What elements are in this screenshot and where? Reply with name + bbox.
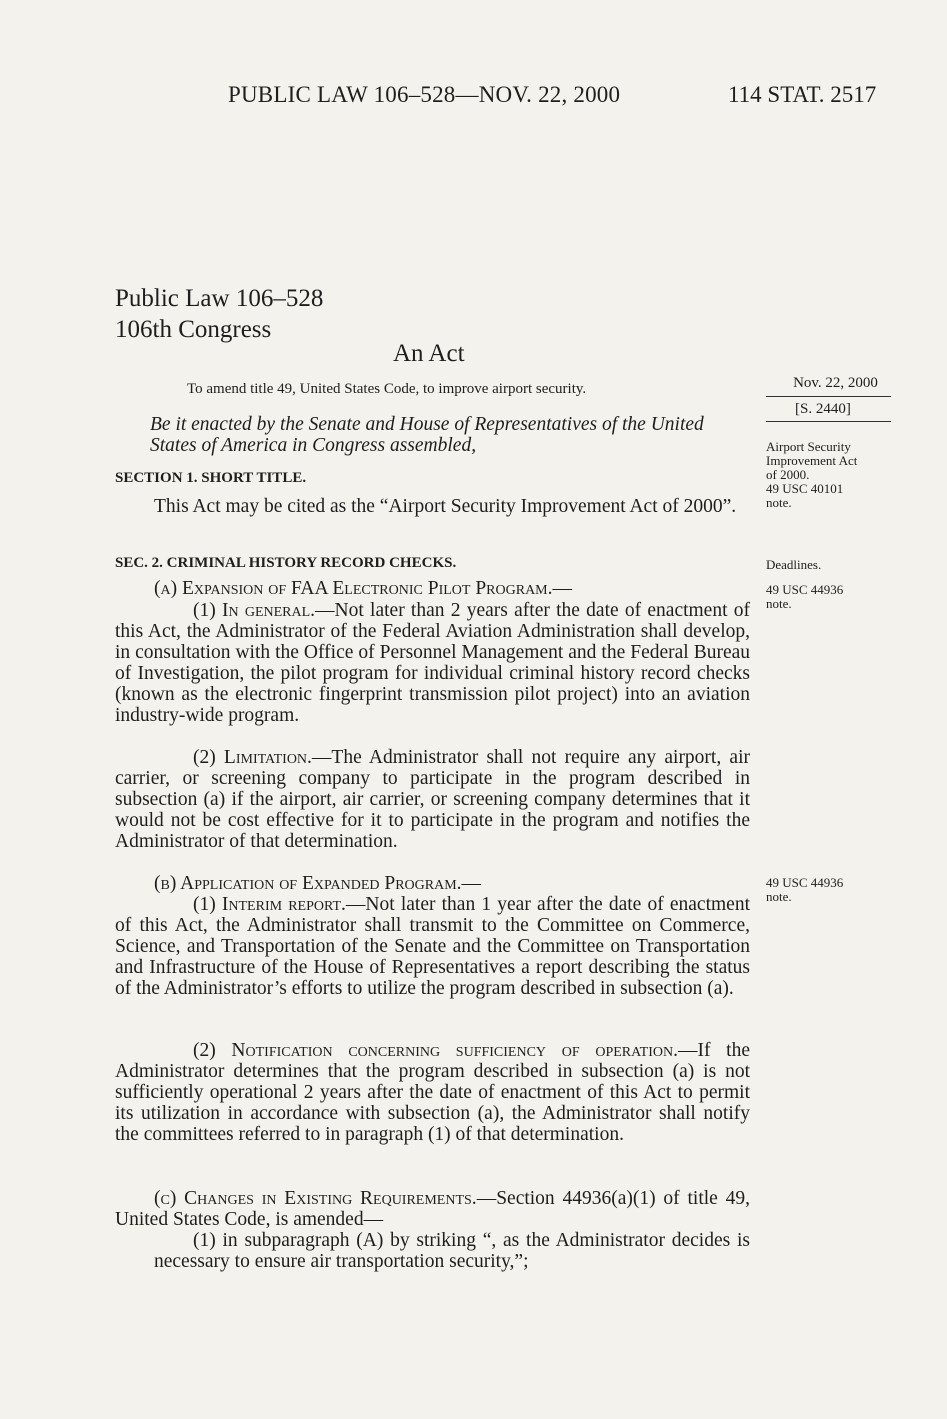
subsection-c-paragraph-1: (1) in subparagraph (A) by striking “, as the Administrator decides is necessary to ensure air transportation security,”;	[154, 1230, 750, 1272]
subsection-c-text: —Section 44936(a)(1) of title 49, United States Code, is amended—	[115, 1188, 750, 1230]
margin-note-line: of 2000.	[766, 467, 810, 482]
public-law-number: Public Law 106–528	[115, 285, 324, 312]
margin-note-line: 49 USC 44936	[766, 582, 844, 597]
deadlines-margin-note: Deadlines.	[766, 557, 822, 572]
subsection-c	[115, 1188, 750, 1230]
paragraph-b2	[115, 1040, 750, 1145]
enacting-clause: Be it enacted by the Senate and House of Representatives of the United States of America in Congress assembled,	[150, 414, 704, 456]
subsection-a-margin-note	[766, 583, 843, 611]
subsection-b-margin-note	[766, 876, 843, 904]
section-1-text: This Act may be cited as the “Airport Security Improvement Act of 2000”.	[154, 496, 737, 517]
short-title-margin-note	[766, 440, 857, 510]
bill-rule	[766, 421, 891, 422]
enactment-date-note: Nov. 22, 2000	[793, 375, 878, 391]
section-1-heading: SECTION 1. SHORT TITLE.	[115, 470, 307, 486]
margin-note-line: Improvement Act	[766, 453, 858, 468]
margin-note-line: Airport Security	[766, 439, 851, 454]
paragraph-b1-label: (1) Interim report.	[193, 894, 346, 915]
margin-note-line: note.	[766, 596, 792, 611]
margin-note-line: 49 USC 40101	[766, 481, 844, 496]
paragraph-b2-label: (2) Notification concerning sufficiency of operation.	[193, 1040, 678, 1061]
margin-note-line: 49 USC 44936	[766, 875, 844, 890]
paragraph-a2-label: (2) Limitation.	[193, 747, 312, 768]
paragraph-a1	[115, 600, 750, 726]
bill-number-note: [S. 2440]	[795, 401, 851, 417]
paragraph-b1-text: —Not later than 1 year after the date of enactment of this Act, the Administrator shall transmit to the Committee on Commerce, Science, and Transportation of the Senate and the Committee on Transportation and Infrastructure of the House of Representatives a report describing the status of the Administrator’s efforts to utilize the program described in subsection (a).	[115, 894, 750, 999]
paragraph-a1-label: (1) In general.	[193, 600, 316, 621]
subsection-a-heading: (a) Expansion of FAA Electronic Pilot Program.—	[154, 578, 573, 599]
date-rule	[766, 396, 891, 397]
paragraph-a1-text: —Not later than 2 years after the date of enactment of this Act, the Administrator of the Federal Aviation Administration shall develop, in consultation with the Office of Personnel Management and the Federal Bureau of Investigation, the pilot program for individual criminal history record checks (known as the electronic fingerprint transmission pilot project) into an aviation industry-wide program.	[115, 600, 751, 726]
subsection-b-heading: (b) Application of Expanded Program.—	[154, 873, 482, 894]
act-purpose: To amend title 49, United States Code, to improve airport security.	[187, 381, 587, 397]
running-header-right: 114 STAT. 2517	[728, 82, 877, 107]
paragraph-b1	[115, 894, 750, 999]
paragraph-a2	[115, 747, 750, 852]
congress-number: 106th Congress	[115, 316, 272, 343]
paragraph-a2-text: —The Administrator shall not require any airport, air carrier, or screening company to participate in the program described in subsection (a) if the airport, air carrier, or screening company determines that it would not be cost effective for it to participate in the program and notifies the Administrator of that determination.	[115, 747, 750, 852]
paragraph-b2-text: —If the Administrator determines that the program described in subsection (a) is not sufficiently operational 2 years after the date of enactment of this Act to permit its utilization in accordance with subsection (a), the Administrator shall notify the committees referred to in paragraph (1) of that determination.	[115, 1040, 750, 1145]
section-2-heading: SEC. 2. CRIMINAL HISTORY RECORD CHECKS.	[115, 555, 457, 571]
margin-note-line: note.	[766, 495, 792, 510]
margin-note-line: note.	[766, 889, 792, 904]
running-header-left: PUBLIC LAW 106–528—NOV. 22, 2000	[228, 82, 621, 107]
act-heading: An Act	[393, 340, 465, 367]
subsection-c-label: (c) Changes in Existing Requirements.	[154, 1188, 477, 1209]
